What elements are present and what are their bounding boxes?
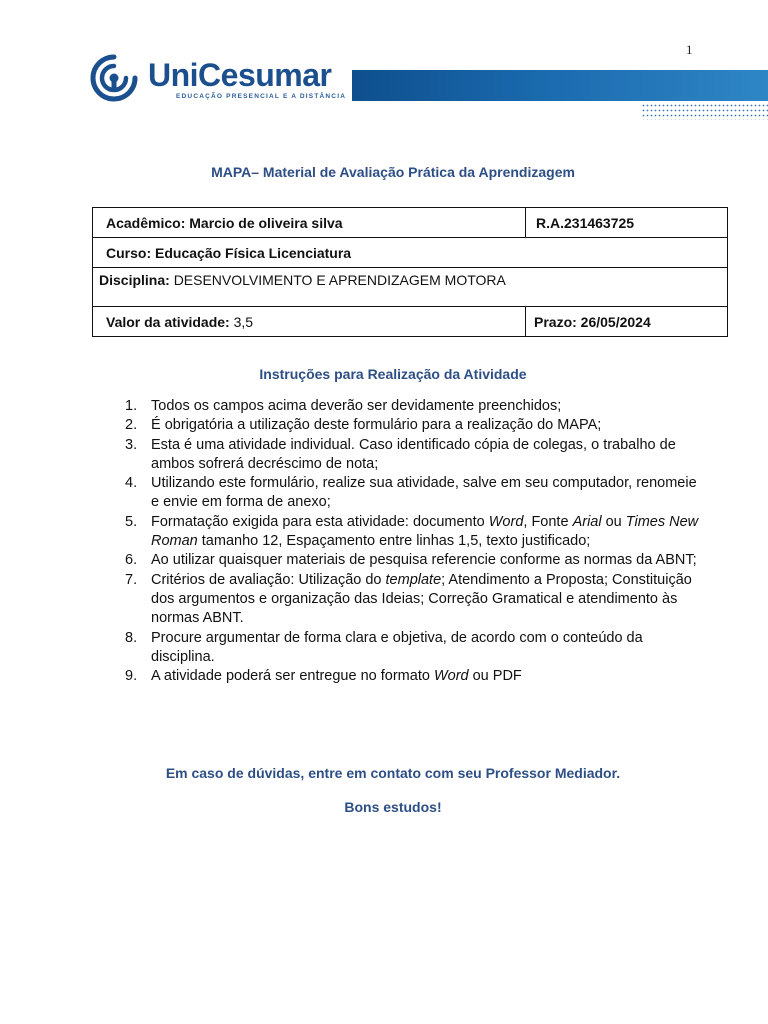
instruction-emphasis: Times New Roman (151, 513, 699, 550)
instruction-item (115, 513, 700, 552)
instruction-item (115, 416, 700, 435)
instruction-emphasis: Word (488, 513, 524, 530)
disciplina-value: DESENVOLVIMENTO E APRENDIZAGEM MOTORA (173, 272, 506, 288)
table-row (93, 238, 728, 268)
curso-label: Curso: (106, 244, 152, 261)
instruction-item (115, 571, 700, 629)
instruction-item (115, 629, 700, 668)
instruction-item (115, 667, 700, 686)
header-bar (352, 70, 768, 101)
header-dot-pattern (642, 104, 768, 120)
student-info-table (92, 207, 728, 337)
instruction-number: 3. (125, 436, 138, 453)
instruction-text: ou PDF (468, 668, 522, 685)
instruction-number: 4. (125, 475, 138, 492)
instruction-text: ; Atendimento a Proposta; Constituição dos argumentos e organização das Ideias; Correção Gramatical e atendimento às normas ABNT. (151, 571, 692, 627)
instruction-text: Esta é uma atividade individual. Caso identificado cópia de colegas, o trabalho de ambos sofrerá decréscimo de nota; (151, 436, 676, 472)
document-title: MAPA– Material de Avaliação Prática da Aprendizagem (211, 164, 575, 180)
academico-label: Acadêmico: (106, 214, 186, 231)
instruction-item (115, 436, 700, 475)
instruction-emphasis: Word (433, 668, 469, 685)
valor-label: Valor da atividade: (106, 313, 230, 330)
disciplina-label: Disciplina: (99, 272, 170, 288)
instruction-text: Procure argumentar de forma clara e objetiva, de acordo com o conteúdo da disciplina. (151, 629, 643, 665)
curso-value: Educação Física Licenciatura (155, 244, 352, 261)
academico-value: Marcio de oliveira silva (189, 214, 343, 231)
instruction-number: 9. (125, 668, 138, 685)
instruction-number: 1. (125, 398, 138, 414)
instruction-text: tamanho 12, Espaçamento entre linhas 1,5, texto justificado; (197, 533, 591, 550)
instruction-item (115, 397, 700, 416)
instruction-text: A atividade poderá ser entregue no formato (151, 668, 434, 685)
disciplina-cell (93, 268, 728, 307)
instruction-text: Todos os campos acima deverão ser devidamente preenchidos; (151, 398, 562, 414)
instructions-title: Instruções para Realização da Atividade (259, 366, 527, 382)
instruction-item (115, 474, 700, 513)
instruction-number: 2. (125, 417, 138, 434)
table-row (93, 208, 728, 238)
instruction-text: Formatação exigida para esta atividade: documento (151, 513, 489, 530)
unicesumar-logo (90, 54, 350, 104)
instruction-emphasis: Arial (572, 513, 602, 530)
instruction-text: ou (601, 513, 626, 530)
academico-cell (93, 208, 526, 238)
instruction-item (115, 551, 700, 570)
valor-value: 3,5 (233, 313, 254, 330)
instruction-number: 6. (125, 552, 138, 569)
instruction-text: Ao utilizar quaisquer materiais de pesquisa referencie conforme as normas da ABNT; (151, 552, 697, 569)
instruction-number: 5. (125, 513, 138, 530)
instruction-text: , Fonte (523, 513, 573, 530)
brand-name: UniCesumar (148, 57, 332, 93)
table-row (93, 307, 728, 337)
instruction-emphasis: template (385, 571, 442, 588)
unicesumar-logo-icon (90, 54, 138, 102)
ra-value: R.A.231463725 (526, 208, 728, 238)
prazo-value: Prazo: 26/05/2024 (526, 307, 728, 337)
instruction-text: Critérios de avaliação: Utilização do (151, 571, 386, 588)
instruction-text: É obrigatória a utilização deste formulário para a realização do MAPA; (151, 417, 602, 434)
instruction-text: Utilizando este formulário, realize sua atividade, salve em seu computador, renomeie e envie em forma de anexo; (151, 475, 697, 511)
page-number: 1 (686, 42, 693, 57)
brand-tagline: EDUCAÇÃO PRESENCIAL E A DISTÂNCIA (176, 93, 347, 100)
table-row (93, 268, 728, 307)
instruction-number: 7. (125, 571, 138, 588)
curso-cell (93, 238, 728, 268)
closing-greeting: Bons estudos! (344, 799, 442, 815)
instructions-list (115, 397, 700, 686)
valor-cell (93, 307, 526, 337)
closing-message: Em caso de dúvidas, entre em contato com seu Professor Mediador. (165, 765, 621, 781)
instruction-number: 8. (125, 629, 138, 646)
